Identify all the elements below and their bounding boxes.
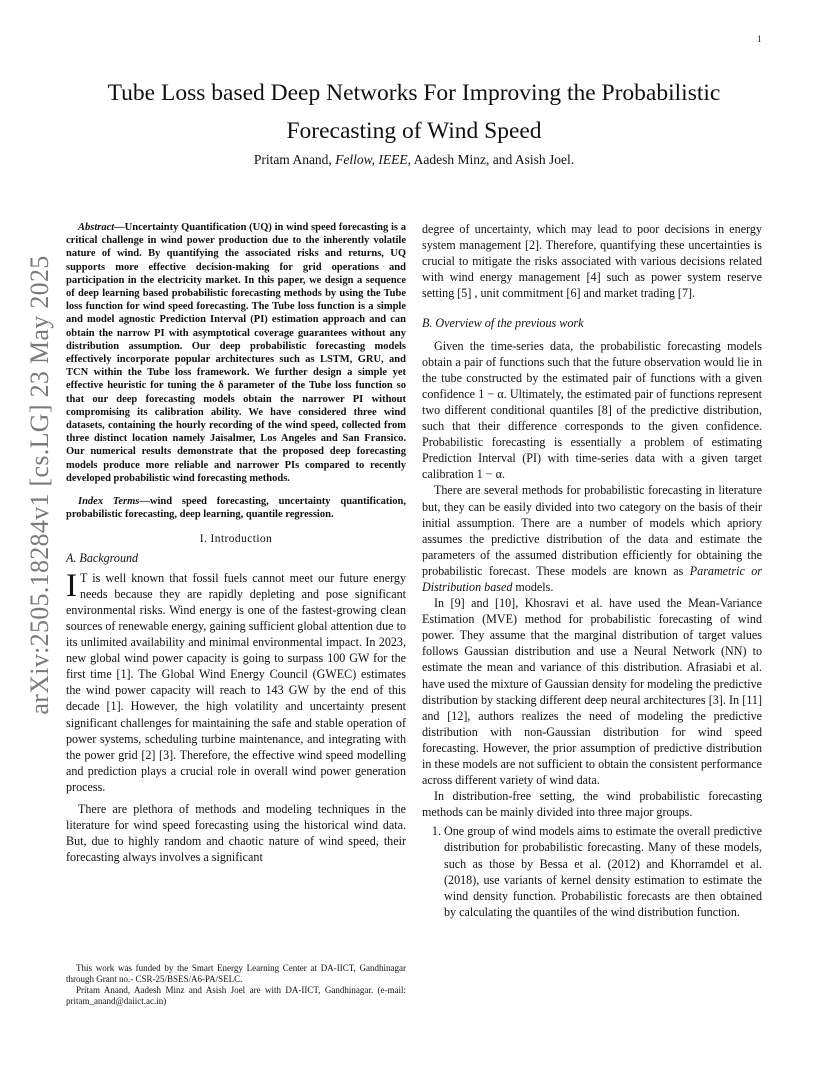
footnote-affiliation: Pritam Anand, Aadesh Minz and Asish Joel are with DA-IICT, Gandhinagar. (e-mail: pritam_anand@daiict.ac.in) [66,985,406,1006]
page-number: 1 [757,34,762,44]
right-column [422,221,762,920]
arxiv-stamp [20,190,60,780]
section-heading-introduction: I. Introduction [199,533,273,546]
index-terms-text: —wind speed forecasting, uncertainty quantification, probabilistic forecasting, deep learning, quantile regression. [66,496,406,521]
title-line-1: Tube Loss based Deep Networks For Improving the Probabilistic [107,80,721,106]
subsection-heading-overview: B. Overview of the previous work [422,316,584,331]
drop-cap: I [66,567,77,604]
author-name: Pritam Anand, [253,152,336,167]
footnote-funding: This work was funded by the Smart Energy Learning Center at DA-IICT, Gandhinagar through Grant no.- CSR-25/BSES/A6-PA/SELC. [66,963,406,984]
background-paragraph-1 [66,567,406,795]
abstract [66,221,406,485]
abstract-text: —Uncertainty Quantification (UQ) in wind speed forecasting is a critical challenge in wind power production due to the inherently volatile nature of wind. By quantifying the associated risks and returns, UQ supports more effective decision-making for grid operations and participation in the electricity market. In this paper, we design a sequence of deep learning based probabilistic forecasting methods by using the Tube loss function for wind speed forecasting. The Tube loss function is a simple and model agnostic Prediction Interval (PI) estimation approach and can obtain the narrow PI with asymptotical coverage guarantees without any distribution assumption. Our deep probabilistic forecasting models effectively incorporate popular architectures such as LSTM, GRU, and TCN within the Tube loss framework. We further design a simple yet effective heuristic for tuning the δ parameter of the Tube loss function so that our deep forecasting models obtain the narrower PI without compromising its calibration ability. We have considered three wind datasets, containing the hourly recording of the wind speed, collected from three distinct location namely Jaisalmer, Los Angeles and San Fransico. Our numerical results demonstrate that the proposed deep forecasting models produce more reliable and narrower PIs compared to recently developed probabilistic wind forecasting methods. [66,222,406,484]
index-terms-label: Index Terms [78,496,140,508]
author-list [66,152,762,168]
method-group-list [422,823,762,920]
author-affiliation: Fellow, IEEE [335,152,408,167]
abstract-label: Abstract [78,222,115,233]
right-paragraph-3-text-a: There are several methods for probabilistic forecasting in literature but, they can be easily divided into two category on the basis of their initial assumption. There are a number of models which apriory assumes the predictive distribution of the data and estimate the parameters of the assumed distribution efficiently for obtaining the probabilistic forecast. These models are known as [422,483,762,578]
right-paragraph-4: In [9] and [10], Khosravi et al. have used the Mean-Variance Estimation (MVE) method for probabilistic forecasting of wind power. They assume that the marginal distribution of target values follows Gaussian distribution and use a Neural Network (NN) to estimate the mean and variance of this distribution. Afrasiabi et al. have used the mixture of Gaussian density for modeling the predictive distribution by stacking different deep neural architectures [3]. In [11] and [12], authors realizes the need of modeling the predictive distribution with non-Gaussian distribution for wind speed forecasting. However, the prior assumption of predictive distribution in these models are not sufficient to obtain the consistent performance across different variety of wind data. [422,596,762,788]
left-column [66,221,406,865]
background-paragraph-1-text: T is well known that fossil fuels cannot meet our future energy needs because they are rapidly depleting and pose significant environmental risks. Wind energy is one of the fastest-growing clean sources of renewable energy, gaining sufficient global attention due to its unlimited availability and minimal environmental impact. In 2023, new global wind power capacity is going to surpass 100 GW for the first time [1]. The Global Wind Energy Council (GWEC) estimates the wind power capacity will reach to 143 GW by the end of this decade [1]. However, the high volatility and uncertainty present significant challenges for maintaining the safe and stable operation of power systems, scheduling turbine maintenance, and integrating with the power grid [2] [3]. Therefore, the effective wind speed modelling and prediction plays a crucial role in overall wind power generation process. [66,570,406,794]
paper-title [66,74,762,150]
right-paragraph-3 [422,482,762,595]
right-paragraph-3-emphasis: Parametric or Distribution based [422,563,762,594]
arxiv-stamp-text: arXiv:2505.18284v1 [cs.LG] 23 May 2025 [25,255,54,715]
list-item: 1. One group of wind models aims to estimate the overall predictive distribution for probabilistic forecasting. Many of these models, such as those by Bessa et al. (2012) and Khorramdel et al. (2018), use variants of kernel density estimation to estimate the wind density function. Probabilistic forecasts are then obtained by calculating the quantiles of the wind distribution function. [444,823,762,920]
subsection-heading-background: A. Background [66,550,139,565]
background-paragraph-2: There are plethora of methods and modeling techniques in the literature for wind speed forecasting using the historical wind data. But, due to highly random and chaotic nature of wind speed, their forecasting always involves a significant [66,801,406,865]
title-line-2: Forecasting of Wind Speed [286,118,542,144]
right-paragraph-1: degree of uncertainty, which may lead to poor decisions in energy system management [2]. Therefore, quantifying these uncertainties is crucial to mitigate the risks associated with various decisions related with wind energy management [4] such as power system reserve setting [5] , unit commitment [6] and market trading [7]. [422,222,762,301]
right-paragraph-5: In distribution-free setting, the wind probabilistic forecasting methods can be mainly divided into three major groups. [422,789,762,820]
index-terms [66,495,406,521]
footnotes [66,963,406,1007]
author-others: , Aadesh Minz, and Asish Joel. [407,152,575,167]
right-paragraph-3-text-b: models. [512,579,554,594]
right-paragraph-2: Given the time-series data, the probabilistic forecasting models obtain a pair of functions such that the future observation would lie in the tube constructed by the estimated pair of functions with a given confidence 1 − α. Ultimately, the estimated pair of functions represent two different conditional quantiles [8] of the predictive distribution, such that their difference corresponds to the given confidence. Probabilistic forecasting is essentially a problem of estimating Prediction Interval (PI) with time-series data with a given target calibration 1 − α. [422,338,762,482]
